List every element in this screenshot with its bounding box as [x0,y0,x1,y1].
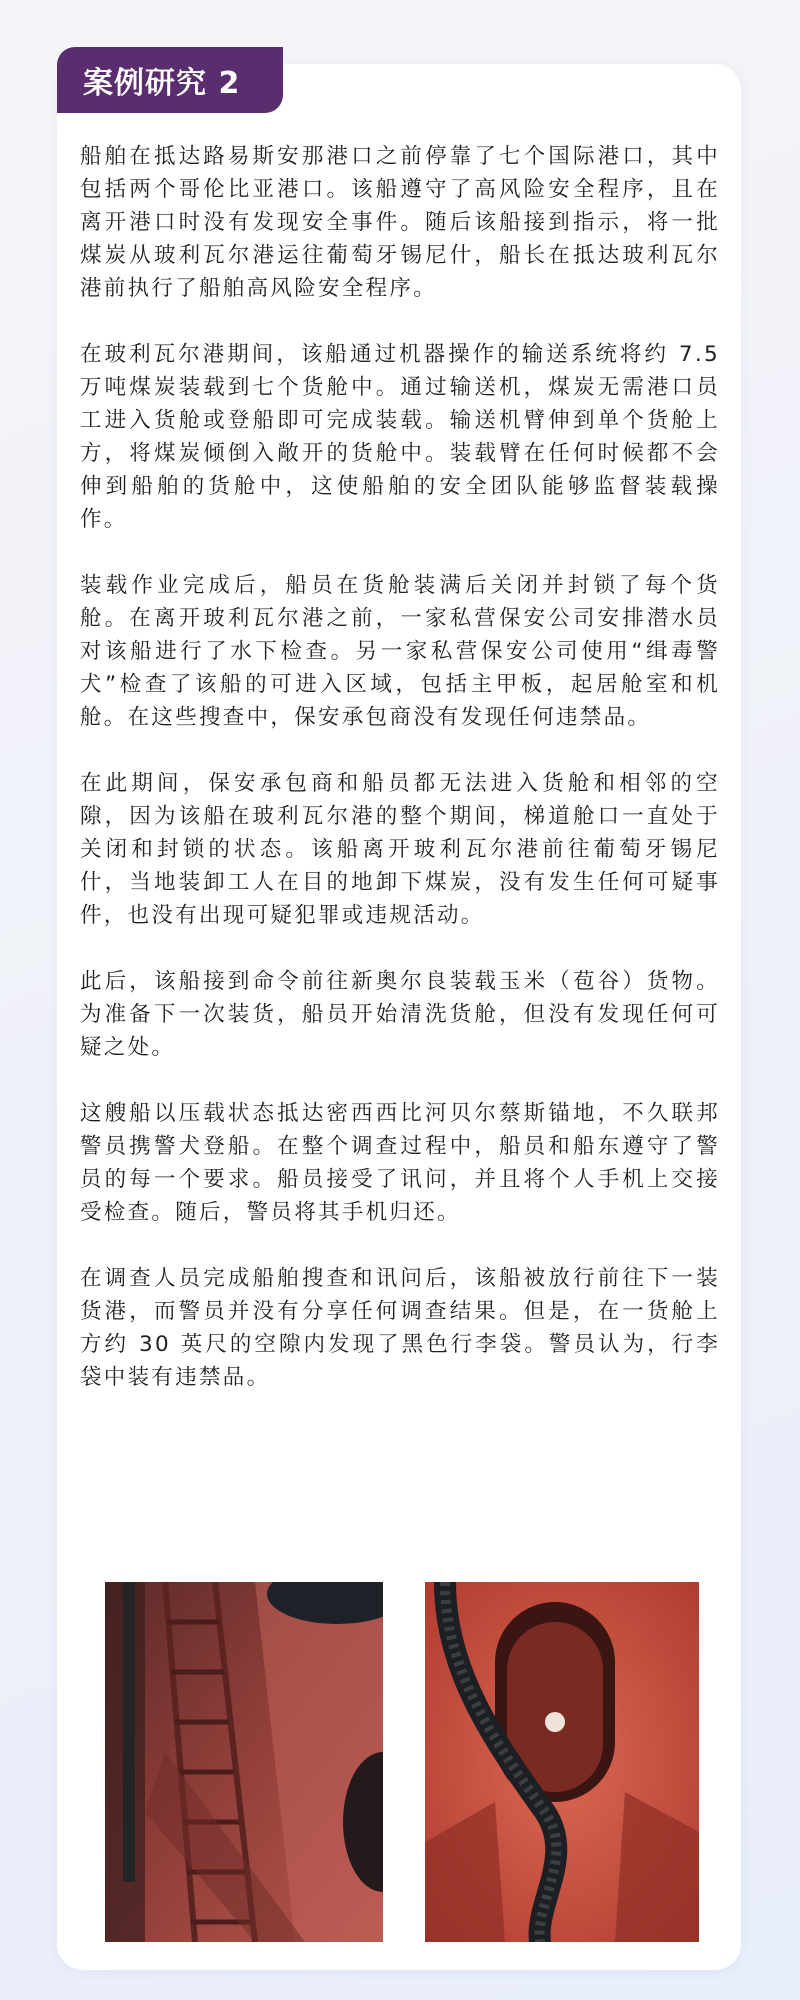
hold-ladder-illustration [105,1582,383,1942]
paragraph-1: 船舶在抵达路易斯安那港口之前停靠了七个国际港口，其中包括两个哥伦比亚港口。该船遵守了高风险安全程序，且在离开港口时没有发现安全事件。随后该船接到指示，将一批煤炭从玻利瓦尔港运往葡萄牙锡尼什，船长在抵达玻利瓦尔港前执行了船舶高风险安全程序。 [80,144,720,301]
article-body [80,140,720,1427]
paragraph-6: 这艘船以压载状态抵达密西西比河贝尔蔡斯锚地，不久联邦警员携警犬登船。在整个调查过程中，船员和船东遵守了警员的每一个要求。船员接受了讯问，并且将个人手机上交接受检查。随后，警员将其手机归还。 [80,1101,720,1225]
hatch-hose-photo [425,1582,699,1942]
hatch-hose-illustration [425,1582,699,1942]
paragraph-2: 在玻利瓦尔港期间，该船通过机器操作的输送系统将约 7.5 万吨煤炭装载到七个货舱中。通过输送机，煤炭无需港口员工进入货舱或登船即可完成装载。输送机臂伸到单个货舱上方，将煤炭倾倒入敞开的货舱中。装载臂在任何时候都不会伸到船舶的货舱中，这使船舶的安全团队能够监督装载操作。 [80,342,720,532]
case-study-badge [57,47,283,113]
case-study-title: 案例研究 2 [83,66,241,101]
paragraph-5: 此后，该船接到命令前往新奥尔良装载玉米（苞谷）货物。为准备下一次装货，船员开始清洗货舱，但没有发现任何可疑之处。 [80,969,720,1060]
hold-ladder-photo [105,1582,383,1942]
paragraph-4: 在此期间，保安承包商和船员都无法进入货舱和相邻的空隙，因为该船在玻利瓦尔港的整个期间，梯道舱口一直处于关闭和封锁的状态。该船离开玻利瓦尔港前往葡萄牙锡尼什，当地装卸工人在目的地卸下煤炭，没有发生任何可疑事件，也没有出现可疑犯罪或违规活动。 [80,771,720,928]
paragraph-3: 装载作业完成后，船员在货舱装满后关闭并封锁了每个货舱。在离开玻利瓦尔港之前，一家私营保安公司安排潜水员对该船进行了水下检查。另一家私营保安公司使用“缉毒警犬”检查了该船的可进入区域，包括主甲板，起居舱室和机舱。在这些搜查中，保安承包商没有发现任何违禁品。 [80,573,720,730]
paragraph-7: 在调查人员完成船舶搜查和讯问后，该船被放行前往下一装货港，而警员并没有分享任何调查结果。但是，在一货舱上方约 30 英尺的空隙内发现了黑色行李袋。警员认为，行李袋中装有违禁品。 [80,1266,720,1390]
photo-row [105,1582,699,1942]
